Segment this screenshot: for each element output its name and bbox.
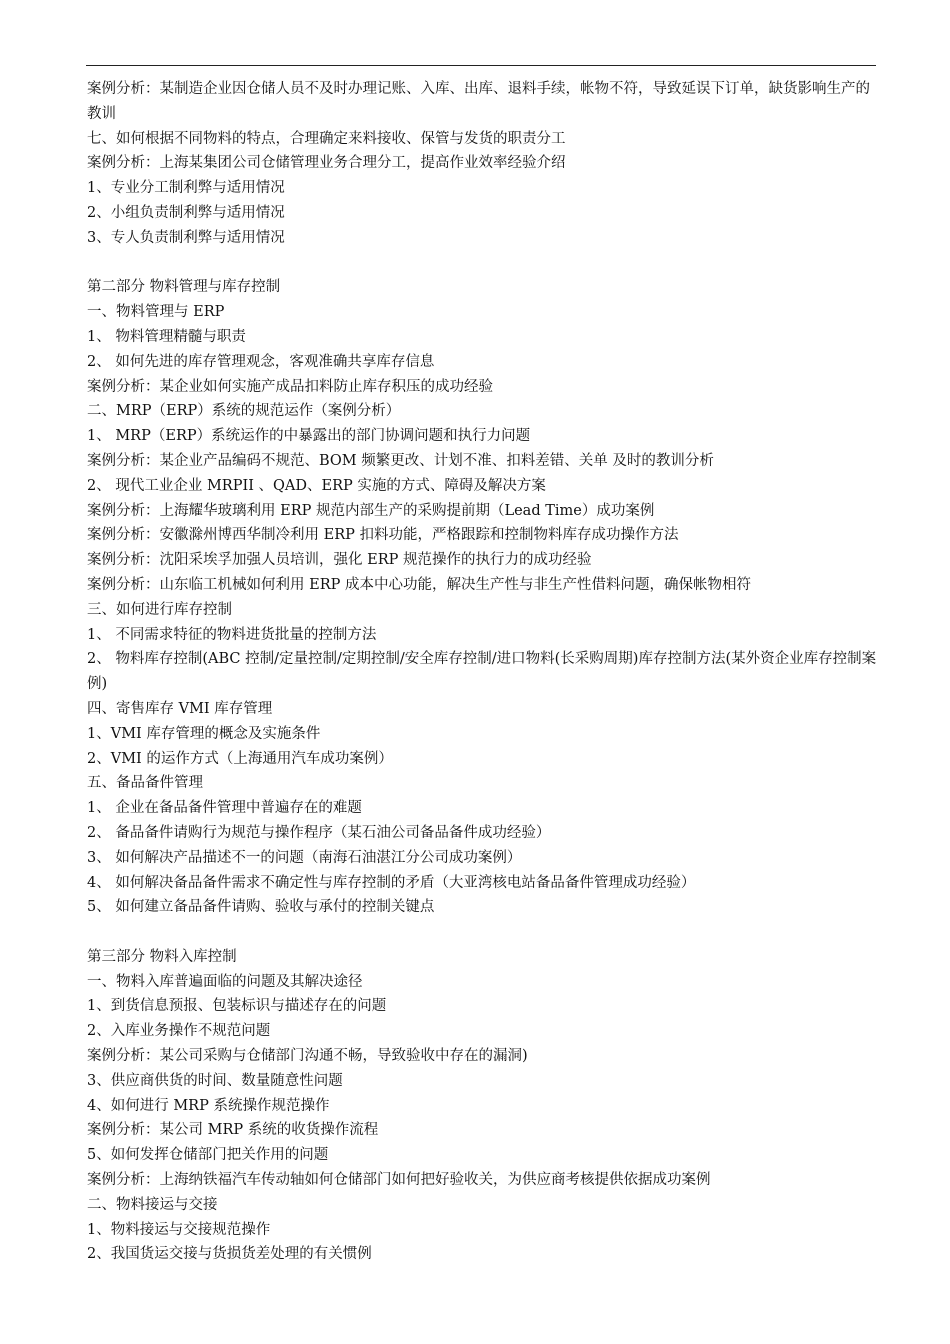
case-analysis-line: 案例分析：上海纳铁福汽车传动轴如何仓储部门如何把好验收关，为供应商考核提供依据成功案例 xyxy=(87,1172,711,1189)
numbered-item: 1、专业分工制利弊与适用情况 xyxy=(87,180,285,197)
header-rule xyxy=(86,65,876,66)
numbered-item: 2、 如何先进的库存管理观念，客观准确共享库存信息 xyxy=(87,353,435,370)
numbered-item: 2、 备品备件请购行为规范与操作程序（某石油公司备品备件成功经验） xyxy=(87,824,551,841)
subsection-heading: 一、物料入库普遍面临的问题及其解决途径 xyxy=(87,973,363,990)
case-analysis-line: 案例分析：某企业产品编码不规范、BOM 频繁更改、计划不准、扣料差错、关单 及时的教训分析 xyxy=(87,452,714,469)
subsection-heading: 五、备品备件管理 xyxy=(87,775,203,792)
case-analysis-line: 案例分析：某企业如何实施产成品扣料防止库存积压的成功经验 xyxy=(87,378,493,395)
numbered-item: 2、入库业务操作不规范问题 xyxy=(87,1023,271,1040)
document-body xyxy=(87,77,879,1267)
section-heading: 第二部分 物料管理与库存控制 xyxy=(87,279,281,296)
case-analysis-line: 案例分析：山东临工机械如何利用 ERP 成本中心功能，解决生产性与非生产性借料问题，确保帐物相符 xyxy=(87,576,751,593)
case-analysis-line: 案例分析：上海耀华玻璃利用 ERP 规范内部生产的采购提前期（Lead Time）成功案例 xyxy=(87,502,655,519)
blank-line xyxy=(87,251,879,276)
subsection-heading: 二、物料接运与交接 xyxy=(87,1196,218,1213)
numbered-item: 3、专人负责制利弊与适用情况 xyxy=(87,229,285,246)
numbered-item: 1、物料接运与交接规范操作 xyxy=(87,1221,271,1238)
numbered-item: 1、 企业在备品备件管理中普遍存在的难题 xyxy=(87,800,362,817)
numbered-item: 2、我国货运交接与货损货差处理的有关惯例 xyxy=(87,1246,372,1263)
subsection-heading: 四、寄售库存 VMI 库存管理 xyxy=(87,700,273,717)
subsection-heading: 二、MRP（ERP）系统的规范运作（案例分析） xyxy=(87,403,401,420)
numbered-item: 2、 现代工业企业 MRPII 、QAD、ERP 实施的方式、障碍及解决方案 xyxy=(87,477,546,494)
numbered-item: 2、 物料库存控制(ABC 控制/定量控制/定期控制/安全库存控制/进口物料(长采购周期)库存控制方法(某外资企业库存控制案例) xyxy=(87,651,877,693)
numbered-item: 1、到货信息预报、包装标识与描述存在的问题 xyxy=(87,998,387,1015)
numbered-item: 1、 不同需求特征的物料进货批量的控制方法 xyxy=(87,626,377,643)
subsection-heading: 七、如何根据不同物料的特点，合理确定来料接收、保管与发货的职责分工 xyxy=(87,130,566,147)
numbered-item: 4、 如何解决备品备件需求不确定性与库存控制的矛盾（大亚湾核电站备品备件管理成功经验） xyxy=(87,874,696,891)
subsection-heading: 三、如何进行库存控制 xyxy=(87,601,232,618)
section-heading: 第三部分 物料入库控制 xyxy=(87,948,237,965)
numbered-item: 3、供应商供货的时间、数量随意性问题 xyxy=(87,1072,343,1089)
case-analysis-line: 案例分析：安徽滁州博西华制冷利用 ERP 扣料功能，严格跟踪和控制物料库存成功操作方法 xyxy=(87,527,679,544)
numbered-item: 3、 如何解决产品描述不一的问题（南海石油湛江分公司成功案例） xyxy=(87,849,522,866)
numbered-item: 1、VMI 库存管理的概念及实施条件 xyxy=(87,725,321,742)
numbered-item: 2、小组负责制利弊与适用情况 xyxy=(87,204,285,221)
case-analysis-line: 案例分析：某公司采购与仓储部门沟通不畅，导致验收中存在的漏洞) xyxy=(87,1048,528,1065)
numbered-item: 4、如何进行 MRP 系统操作规范操作 xyxy=(87,1097,330,1114)
subsection-heading: 一、物料管理与 ERP xyxy=(87,304,225,321)
case-analysis-line: 案例分析：某制造企业因仓储人员不及时办理记账、入库、出库、退料手续，帐物不符，导致延误下订单，缺货影响生产的教训 xyxy=(87,81,870,122)
case-analysis-line: 案例分析：沈阳采埃孚加强人员培训，强化 ERP 规范操作的执行力的成功经验 xyxy=(87,552,592,569)
case-analysis-line: 案例分析：某公司 MRP 系统的收货操作流程 xyxy=(87,1122,379,1139)
numbered-item: 2、VMI 的运作方式（上海通用汽车成功案例） xyxy=(87,750,393,767)
numbered-item: 1、 MRP（ERP）系统运作的中暴露出的部门协调问题和执行力问题 xyxy=(87,428,531,445)
numbered-item: 5、 如何建立备品备件请购、验收与承付的控制关键点 xyxy=(87,899,435,916)
numbered-item: 5、如何发挥仓储部门把关作用的问题 xyxy=(87,1147,329,1164)
numbered-item: 1、 物料管理精髓与职责 xyxy=(87,328,246,345)
blank-line xyxy=(87,920,879,945)
case-analysis-line: 案例分析：上海某集团公司仓储管理业务合理分工，提高作业效率经验介绍 xyxy=(87,155,566,172)
